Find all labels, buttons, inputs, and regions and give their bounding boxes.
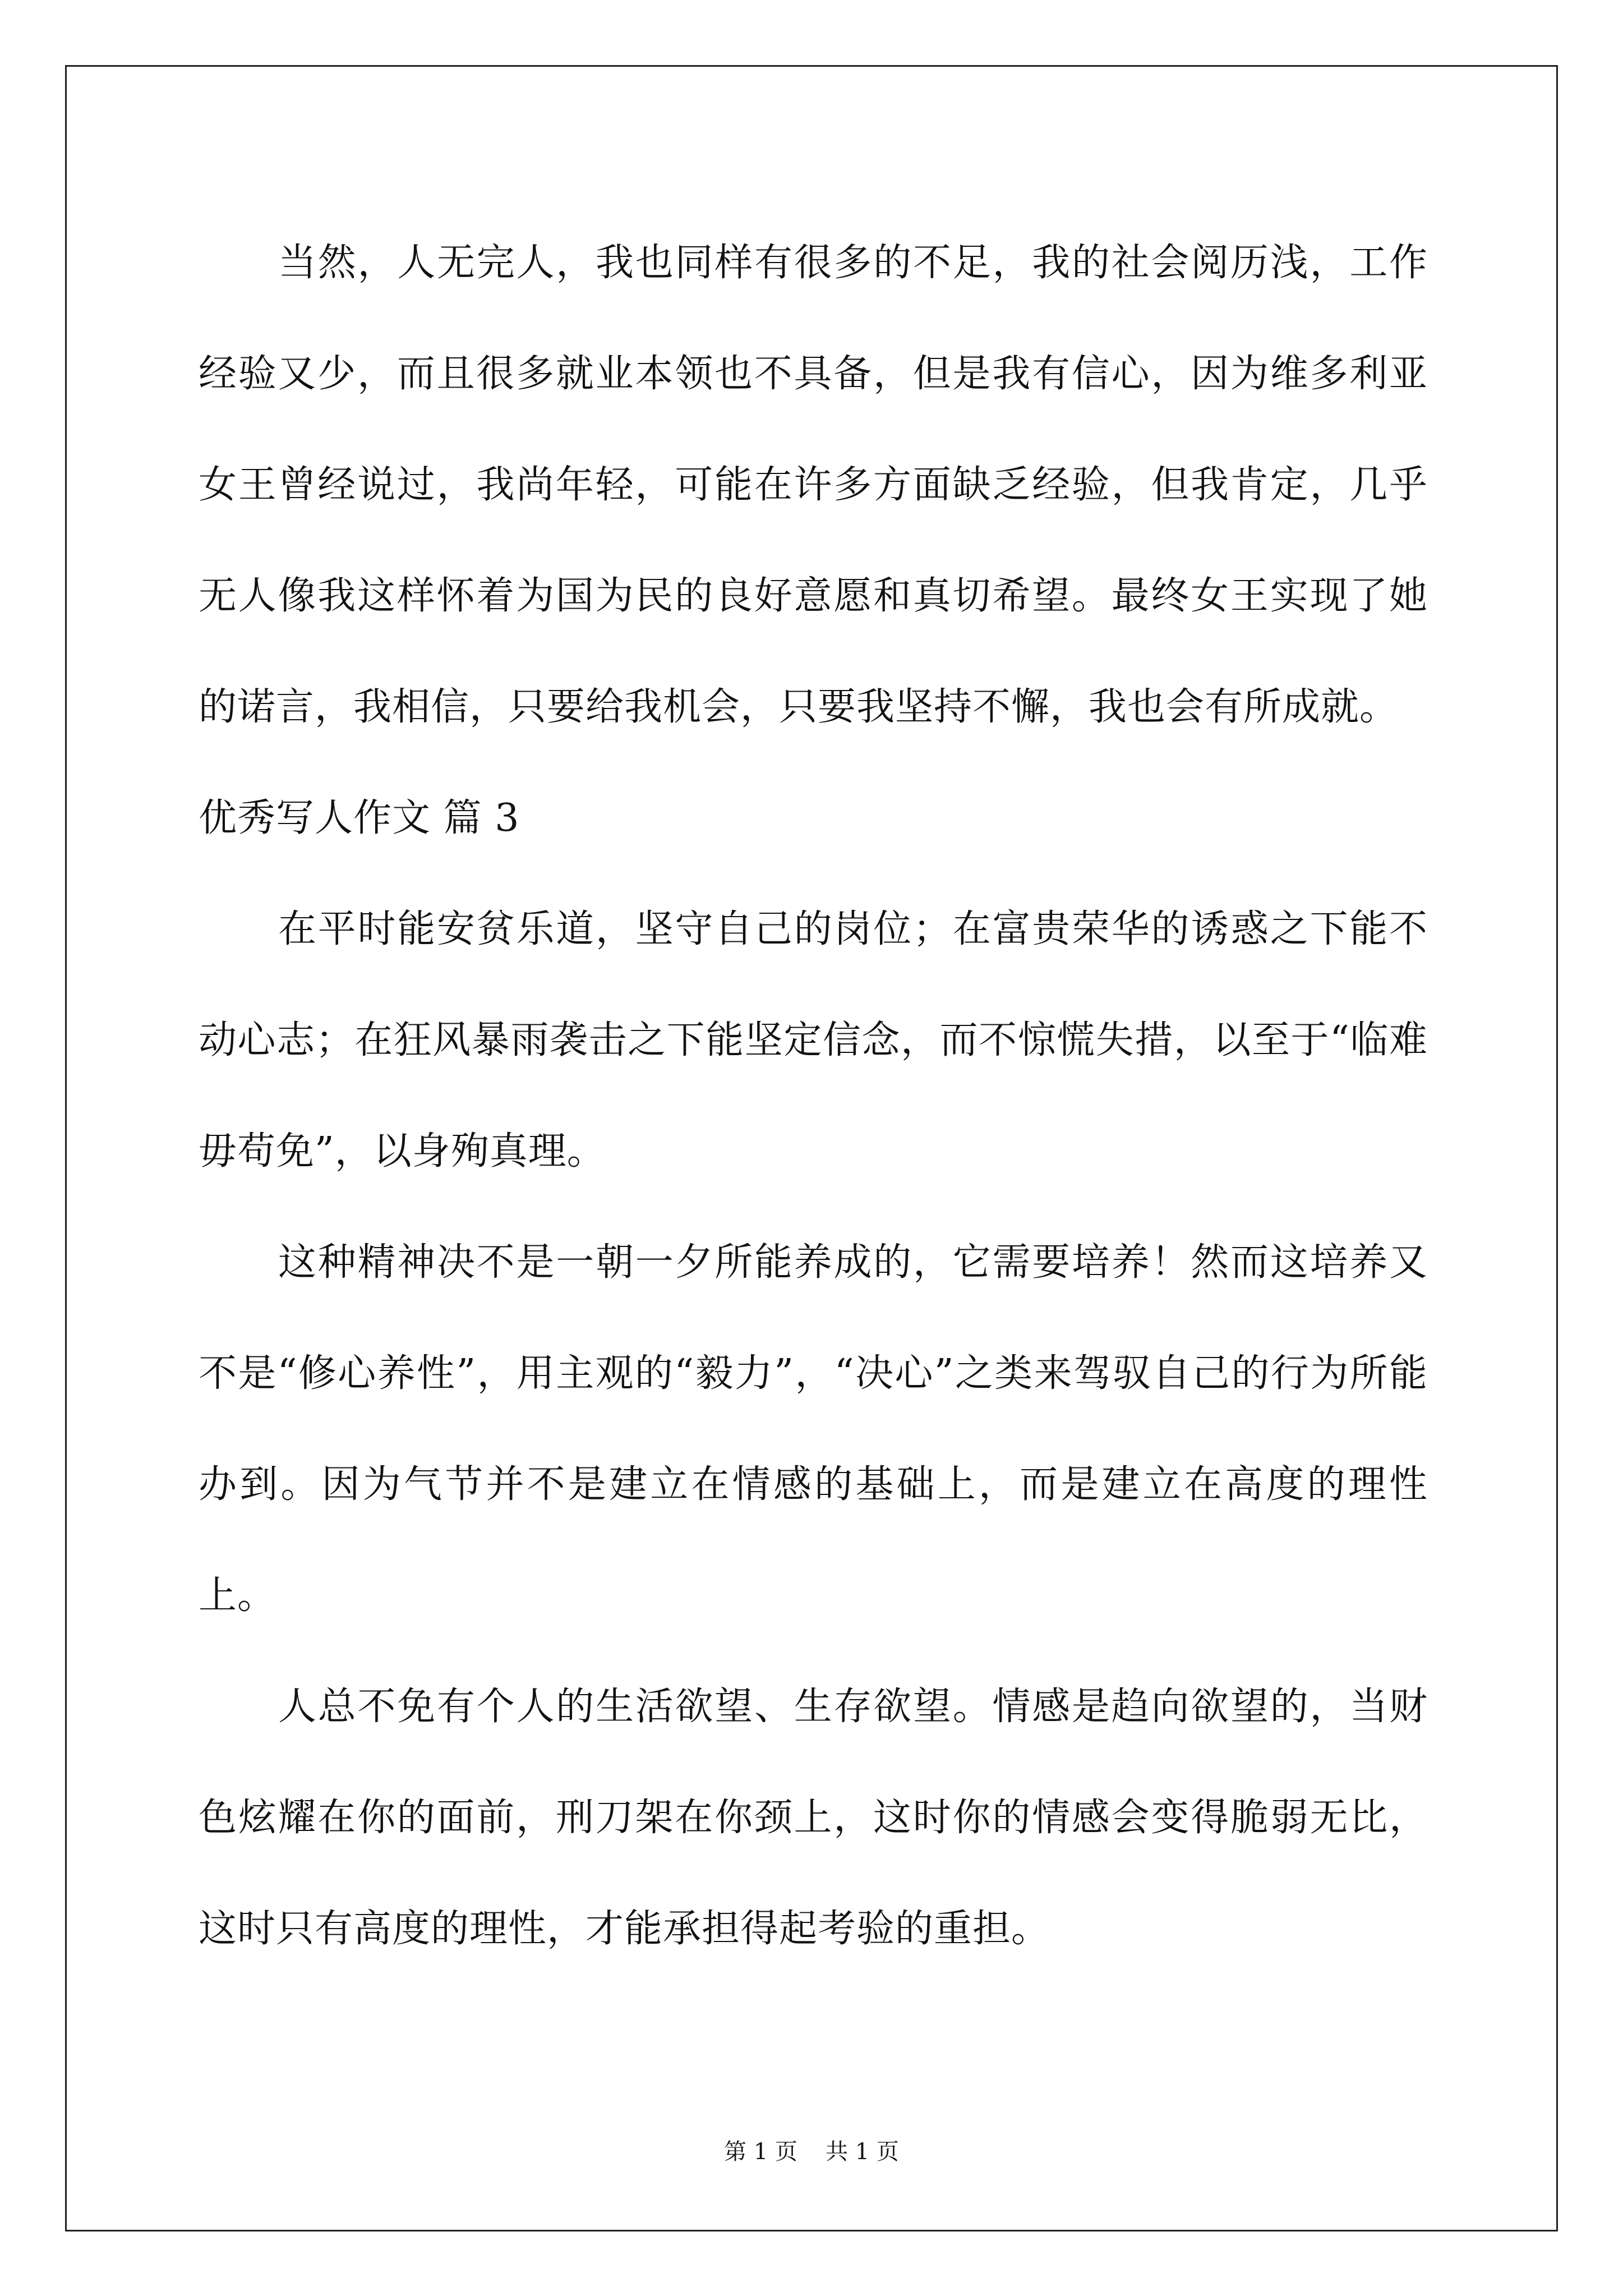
paragraph-4: 人总不免有个人的生活欲望、生存欲望。情感是趋向欲望的，当财色炫耀在你的面前，刑刀架在你颈上，这时你的情感会变得脆弱无比，这时只有高度的理性，才能承担得起考验的重担。 [199,1685,1428,1951]
paragraph-2: 在平时能安贫乐道，坚守自己的岗位；在富贵荣华的诱惑之下能不动心志；在狂风暴雨袭击之下能坚定信念，而不惊慌失措，以至于“临难毋苟免”，以身殉真理。 [199,907,1428,1174]
document-body [199,208,1428,1985]
page-footer [0,2135,1623,2169]
paragraph-1: 当然，人无完人，我也同样有很多的不足，我的社会阅历浅，工作经验又少，而且很多就业本领也不具备，但是我有信心，因为维多利亚女王曾经说过，我尚年轻，可能在许多方面缺乏经验，但我肯定，几乎无人像我这样怀着为国为民的良好意愿和真切希望。最终女王实现了她的诺言，我相信，只要给我机会，只要我坚持不懈，我也会有所成就。 [199,241,1428,729]
page-total: 共 1 页 [826,2139,899,2165]
paragraph-3: 这种精神决不是一朝一夕所能养成的，它需要培养！然而这培养又不是“修心养性”，用主观的“毅力”，“决心”之类来驾驭自己的行为所能办到。因为气节并不是建立在情感的基础上，而是建立在高度的理性上。 [199,1240,1428,1618]
section-heading: 优秀写人作文 篇 3 [199,796,520,840]
page-number: 第 1 页 [724,2139,797,2165]
